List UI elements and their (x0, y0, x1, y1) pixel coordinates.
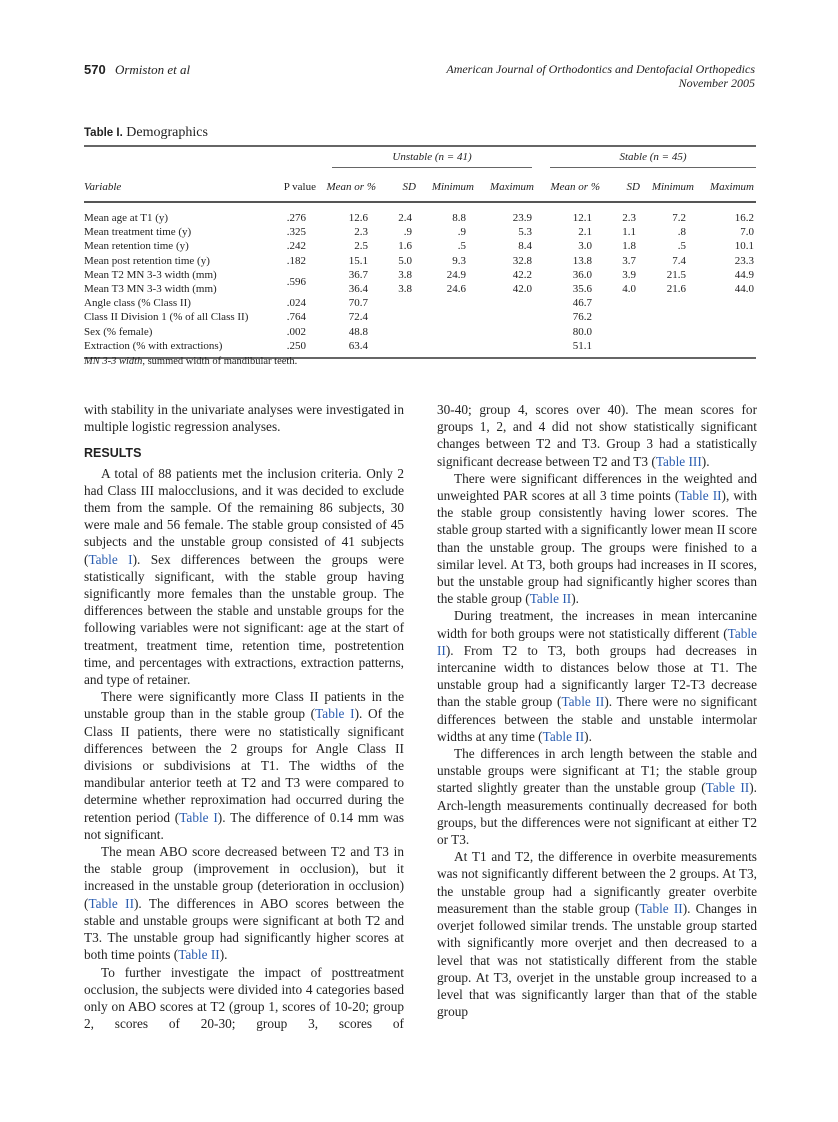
column-header: Variable (84, 172, 254, 202)
cell-value (602, 325, 642, 339)
row-label: Mean T3 MN 3-3 width (mm) (84, 283, 217, 296)
column-header: Minimum (642, 172, 696, 202)
cell-value: 4.0 (622, 283, 636, 296)
paragraph (437, 745, 757, 848)
table-reference-link[interactable]: Table II (542, 728, 585, 744)
table-row (84, 254, 756, 268)
cell-value (378, 310, 418, 324)
paragraph-text: ). Arch-length measurements continually decreased for both groups, but the differences were not significant at either T2 or T3. (437, 780, 757, 848)
paragraph-text: ). (219, 947, 228, 963)
cell-value: 44.9 (734, 268, 754, 281)
column-header: Mean or % (536, 172, 602, 202)
paragraph (84, 688, 404, 843)
group-header-stable: Stable (n = 45) (550, 151, 756, 168)
row-label: Class II Division 1 (% of all Class II) (84, 311, 249, 324)
cell-value: 5.0 (398, 254, 412, 267)
cell-value (602, 296, 642, 310)
cell-value: 10.1 (734, 240, 754, 253)
cell-value: 12.6 (348, 212, 368, 224)
table-reference-link[interactable]: Table II (178, 947, 220, 963)
cell-value (602, 310, 642, 324)
paragraph-text: A total of 88 patients met the inclusion criteria. Only 2 had Class III malocclusions, and it was decided to exclude them from the sample. Of the remaining 86 subjects, 30 were male and 56 female. The stable group consisted of 45 subjects and the unstable group consisted of 41 subjects ( (84, 465, 404, 567)
cell-value: 7.2 (672, 212, 686, 224)
cell-value: 12.1 (572, 212, 592, 224)
table-reference-link[interactable]: Table II (639, 900, 683, 916)
footnote-text: , summed width of mandibular teeth. (142, 356, 298, 367)
cell-value: 2.3 (622, 212, 636, 224)
cell-value (378, 296, 418, 310)
table-reference-link[interactable]: Table II (529, 591, 572, 607)
cell-value: 3.8 (398, 283, 412, 296)
row-label: Mean treatment time (y) (84, 226, 192, 239)
paragraph (84, 964, 404, 1033)
table-row (84, 325, 756, 339)
cell-value: 1.8 (622, 240, 636, 253)
cell-value: 63.4 (316, 339, 378, 358)
cell-value: .9 (403, 226, 412, 239)
cell-value: .242 (286, 240, 306, 253)
paragraph-text: ). (571, 591, 579, 607)
paragraph-text: ). The differences in ABO scores between the stable and unstable groups were significant at both T2 and T3. The unstable group had significantly higher scores at both time points ( (84, 895, 404, 963)
paragraph-text: To further investigate the impact of posttreatment occlusion, the subjects were divided into 4 categories based only on ABO scores at T2 (group 1, scores of 10-20; group 2, scores of 20-30; group 3, scores of (84, 964, 404, 1032)
column-header: Maximum (476, 172, 536, 202)
cell-value: 1.1 (622, 226, 636, 239)
cell-value: 36.4 (348, 283, 368, 296)
cell-value: 24.9 (446, 268, 466, 281)
cell-value: 44.0 (734, 283, 754, 296)
table-reference-link[interactable]: Table III (655, 453, 702, 469)
cell-value (696, 310, 756, 324)
table-reference-link[interactable]: Table I (315, 706, 355, 722)
table-reference-link[interactable]: Table II (437, 625, 757, 658)
cell-value: 13.8 (572, 254, 592, 267)
paragraph-text: ). Changes in overjet followed similar trends. The unstable group started with significantly more overjet and then decreased to a level that was not statistically different from the stable group. At T3, overjet in the unstable group increased to a level that was significantly larger than that of the stable group (437, 900, 757, 1020)
table-row (84, 296, 756, 310)
group-header-unstable: Unstable (n = 41) (332, 151, 532, 168)
cell-value: .325 (286, 226, 306, 239)
column-header: Minimum (418, 172, 476, 202)
cell-value (642, 310, 696, 324)
cell-value (418, 310, 476, 324)
cell-value (696, 339, 756, 358)
cell-value: .9 (457, 226, 466, 239)
section-heading: RESULTS (84, 446, 142, 461)
cell-value: 36.0 (572, 268, 592, 281)
cell-value: 70.7 (348, 297, 368, 310)
cell-value (476, 296, 536, 310)
paragraph-text: ). The difference of 0.14 mm was not significant. (84, 809, 405, 842)
cell-value: 16.2 (734, 212, 754, 224)
right-text-column (437, 401, 757, 1020)
table-reference-link[interactable]: Table I (88, 551, 133, 567)
table-label: Table I. (84, 127, 123, 139)
page-number: 570 (84, 62, 106, 77)
paragraph-text: ). From T2 to T3, both groups had decreases in intercanine width to distances below those at T1. The unstable group had a significantly larger T2-T3 decrease than the stable group ( (437, 642, 757, 710)
cell-value (696, 296, 756, 310)
cell-value: 48.8 (348, 325, 368, 338)
cell-value: 23.3 (734, 254, 754, 267)
cell-value: 3.8 (398, 268, 412, 281)
paragraph-text: ). Of the Class II patients, there were no statistically significant differences between the 2 groups for Angle Class II divisions or subdivisions at T1. The widths of the mandibular anterior teeth at T2 and T3 were compared to determine whether reproximation had occurred during the retention period ( (84, 706, 404, 825)
paragraph-text: During treatment, the increases in mean intercanine width for both groups were not statistically different ( (437, 608, 757, 641)
paragraph (437, 607, 757, 745)
cell-value: .002 (286, 325, 306, 338)
cell-value: 2.4 (398, 212, 412, 224)
running-header-right (446, 62, 755, 90)
table-row (84, 339, 756, 358)
cell-value: 8.4 (518, 240, 532, 253)
paragraph (437, 848, 757, 1020)
cell-value: 1.6 (398, 240, 412, 253)
cell-value: 51.1 (536, 339, 602, 358)
journal-name: American Journal of Orthodontics and Dentofacial Orthopedics (446, 62, 755, 76)
footnote-term: MN 3-3 width (84, 356, 143, 367)
cell-value: .8 (677, 226, 686, 239)
paragraph-text: 30-40; group 4, scores over 40). The mean scores for groups 1, 2, and 4 did not show statistically significant changes between T2 and T3. Group 3 had a statistically significant decrease between T2 and T3 ( (437, 402, 757, 469)
paragraph (84, 843, 404, 963)
column-header: SD (378, 172, 418, 202)
cell-value: 7.4 (672, 254, 686, 267)
cell-value: 15.1 (348, 254, 368, 267)
table-footnote (84, 356, 297, 367)
paragraph-text: ). (701, 453, 710, 469)
paragraph-text: At T1 and T2, the difference in overbite measurements was not significantly different between the 2 groups. At T3, the unstable group had a significantly greater overbite measurement than the stable group ( (437, 849, 757, 916)
cell-value: .276 (286, 212, 306, 224)
cell-value (696, 325, 756, 339)
cell-value: 35.6 (572, 283, 592, 296)
paragraph-text: ). (584, 728, 592, 744)
cell-value: 32.8 (512, 254, 532, 267)
cell-value: .250 (254, 339, 316, 358)
paragraph-text: ). Sex differences between the groups were statistically significant, with the stable group having significantly more females than the unstable group. The differences between the stable and unstable groups for the following variables were not significant: age at the start of treatment, treatment time, retention time, postretention time, and percentages with extractions, extraction patterns, and type of retainer. (84, 551, 404, 688)
row-label: Mean T2 MN 3-3 width (mm) (84, 268, 217, 281)
cell-value: 36.7 (348, 268, 368, 281)
cell-value: .024 (286, 297, 306, 310)
cell-value: 23.9 (512, 212, 532, 224)
left-text-column (84, 401, 404, 1032)
cell-value (378, 325, 418, 339)
cell-value: .5 (457, 240, 466, 253)
table-reference-link[interactable]: Table II (679, 488, 722, 504)
cell-value (418, 296, 476, 310)
table-title: Demographics (126, 125, 208, 140)
table-reference-link[interactable]: Table I (179, 809, 218, 825)
authors: Ormiston et al (114, 62, 191, 77)
issue-date: November 2005 (678, 76, 755, 90)
row-label: Extraction (% with extractions) (84, 339, 254, 358)
paragraph (437, 470, 757, 608)
cell-value: .182 (286, 254, 306, 267)
cell-value: 24.6 (446, 283, 466, 296)
paragraph-text: There were significant differences in the weighted and unweighted PAR scores at all 3 time points ( (437, 470, 757, 504)
cell-value (642, 339, 696, 358)
paragraph-text: ). There were no significant differences between the stable and unstable intermolar widths at any time ( (437, 694, 757, 744)
cell-value (642, 296, 696, 310)
table-caption (84, 125, 208, 141)
cell-value: 3.7 (622, 254, 636, 267)
cell-value (602, 339, 642, 358)
table-row (84, 282, 756, 296)
column-header: SD (602, 172, 642, 202)
table-row (84, 239, 756, 253)
cell-value: 7.0 (740, 226, 754, 239)
cell-value: 8.8 (452, 212, 466, 224)
cell-value: 3.0 (578, 240, 592, 253)
row-label: Angle class (% Class II) (84, 297, 191, 310)
table-reference-link[interactable]: Table II (88, 895, 134, 911)
running-header-left (84, 62, 190, 78)
table-reference-link[interactable]: Table II (561, 694, 605, 710)
cell-value (476, 310, 536, 324)
row-label: Mean age at T1 (y) (84, 212, 169, 224)
cell-value (378, 339, 418, 358)
cell-value: 46.7 (572, 297, 592, 310)
cell-value (642, 325, 696, 339)
cell-value: 76.2 (572, 311, 592, 324)
cell-value (418, 339, 476, 358)
paragraph-text: The differences in arch length between the stable and unstable groups were significant at T1; the stable group started slightly greater than the unstable group ( (437, 746, 757, 796)
column-header: Mean or % (316, 172, 378, 202)
table-row (84, 268, 756, 282)
row-label: Sex (% female) (84, 325, 153, 338)
table-reference-link[interactable]: Table II (705, 780, 750, 796)
cell-value: 2.1 (578, 226, 592, 239)
table-row (84, 225, 756, 239)
cell-value: .5 (677, 240, 686, 253)
cell-value: 21.6 (666, 283, 686, 296)
paragraph-text: with stability in the univariate analyses were investigated in multiple logistic regression analyses. (84, 402, 404, 435)
cell-value: 80.0 (572, 325, 592, 338)
row-label: Mean post retention time (y) (84, 254, 210, 267)
cell-value (476, 325, 536, 339)
paragraph (84, 401, 404, 435)
cell-value: 42.2 (512, 268, 532, 281)
cell-value: 3.9 (622, 268, 636, 281)
column-header: Maximum (696, 172, 756, 202)
cell-value: .596 (286, 275, 306, 288)
cell-value: 21.5 (666, 268, 686, 281)
cell-value: 42.0 (512, 283, 532, 296)
cell-value: 72.4 (348, 311, 368, 324)
paragraph (84, 465, 404, 689)
table-row (84, 202, 756, 225)
cell-value (418, 325, 476, 339)
paragraph-text: The mean ABO score decreased between T2 and T3 in the stable group (improvement in occlusion), but it increased in the unstable group (deterioration in occlusion) ( (84, 844, 404, 911)
paragraph (437, 401, 757, 470)
cell-value: 2.3 (354, 226, 368, 239)
cell-value: 5.3 (518, 226, 532, 239)
demographics-table (84, 145, 756, 359)
cell-value: .764 (286, 311, 306, 324)
cell-value: 9.3 (452, 254, 466, 267)
paragraph-text: ), with the stable group consistently having lower scores. The stable group started with a significantly lower mean II score than the unstable group. The groups were finished to a similar level. At T3, both groups had increases in II scores, but the unstable group had significantly higher scores than the stable group ( (437, 488, 757, 607)
cell-value (476, 339, 536, 358)
paragraph-text: There were significantly more Class II patients in the unstable group than in the stable group ( (84, 689, 404, 722)
cell-value: 2.5 (354, 240, 368, 253)
row-label: Mean retention time (y) (84, 240, 189, 253)
table-row (84, 310, 756, 324)
column-header: P value (254, 172, 316, 202)
